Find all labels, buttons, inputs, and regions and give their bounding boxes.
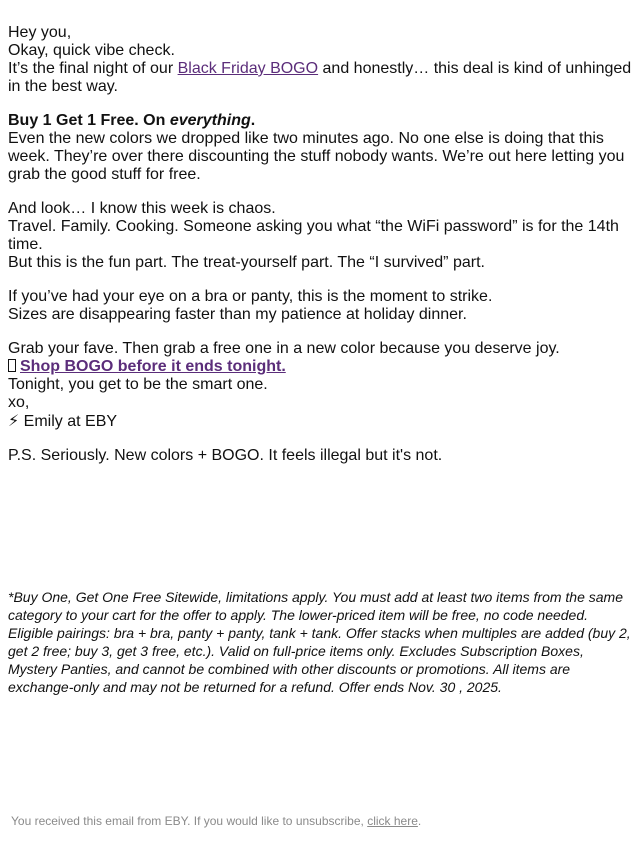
strike-paragraph (8, 288, 634, 324)
unsubscribe-link[interactable]: click here (367, 814, 418, 828)
strike-line-2: Sizes are disappearing faster than my patience at holiday dinner. (8, 306, 467, 323)
cta-line (8, 358, 634, 376)
footer (11, 814, 421, 828)
signoff (8, 394, 634, 431)
strike-line-1: If you’ve had your eye on a bra or panty, this is the moment to strike. (8, 288, 493, 305)
offer-headline-after: . (250, 112, 256, 129)
intro-line-2-after: and honestly… this deal is kind of unhinged in the best way. (8, 60, 632, 95)
intro-line-2-before: It’s the final night of our (8, 60, 178, 77)
disclaimer: *Buy One, Get One Free Sitewide, limitations apply. You must add at least two items from the same category to your cart for the offer to apply. The lower-priced item will be free, no code needed. Eligible pairings: bra + bra, panty + panty, tank + tank. Offer stacks when multiples are added (buy 2, get 2 free; buy 3, get 3 free, etc.). Valid on full-price items only. Excludes Subscription Boxes, Mystery Panties, and cannot be combined with other discounts or promotions. All items are exchange-only and may not be returned for a refund. Offer ends Nov. 30 , 2025. (8, 589, 631, 695)
signoff-line-1: xo, (8, 394, 30, 411)
postscript: P.S. Seriously. New colors + BOGO. It feels illegal but it's not. (8, 447, 443, 464)
black-friday-bogo-link[interactable]: Black Friday BOGO (177, 60, 319, 77)
chaos-line-2: Travel. Family. Cooking. Someone asking you what “the WiFi password” is for the 14th time. (8, 218, 619, 253)
offer-headline (8, 112, 634, 130)
intro-line-1: Okay, quick vibe check. (8, 42, 175, 59)
intro-paragraph (8, 42, 634, 96)
missing-glyph-icon (8, 359, 16, 372)
chaos-line-1: And look… I know this week is chaos. (8, 200, 276, 217)
intro-line-2 (8, 60, 634, 96)
email-body (8, 24, 634, 465)
footer-end: . (417, 814, 422, 828)
grab-paragraph: Grab your fave. Then grab a free one in a new color because you deserve joy. (8, 340, 560, 357)
offer-paragraph (8, 112, 634, 184)
offer-headline-before: Buy 1 Get 1 Free. On (8, 112, 170, 129)
signoff-line-2: ⚡ Emily at EBY (8, 413, 118, 430)
offer-body: Even the new colors we dropped like two minutes ago. No one else is doing that this week. They’re over there discounting the stuff nobody wants. We’re out here letting you grab the good stuff for free. (8, 130, 625, 183)
shop-bogo-link[interactable]: Shop BOGO before it ends tonight. (20, 358, 286, 375)
greeting: Hey you, (8, 24, 72, 41)
chaos-line-3: But this is the fun part. The treat-yourself part. The “I survived” part. (8, 254, 485, 271)
footer-text: You received this email from EBY. If you would like to unsubscribe, (11, 814, 368, 828)
smart-paragraph: Tonight, you get to be the smart one. (8, 376, 268, 393)
offer-headline-emphasis: everything (169, 112, 251, 129)
chaos-paragraph (8, 200, 634, 272)
